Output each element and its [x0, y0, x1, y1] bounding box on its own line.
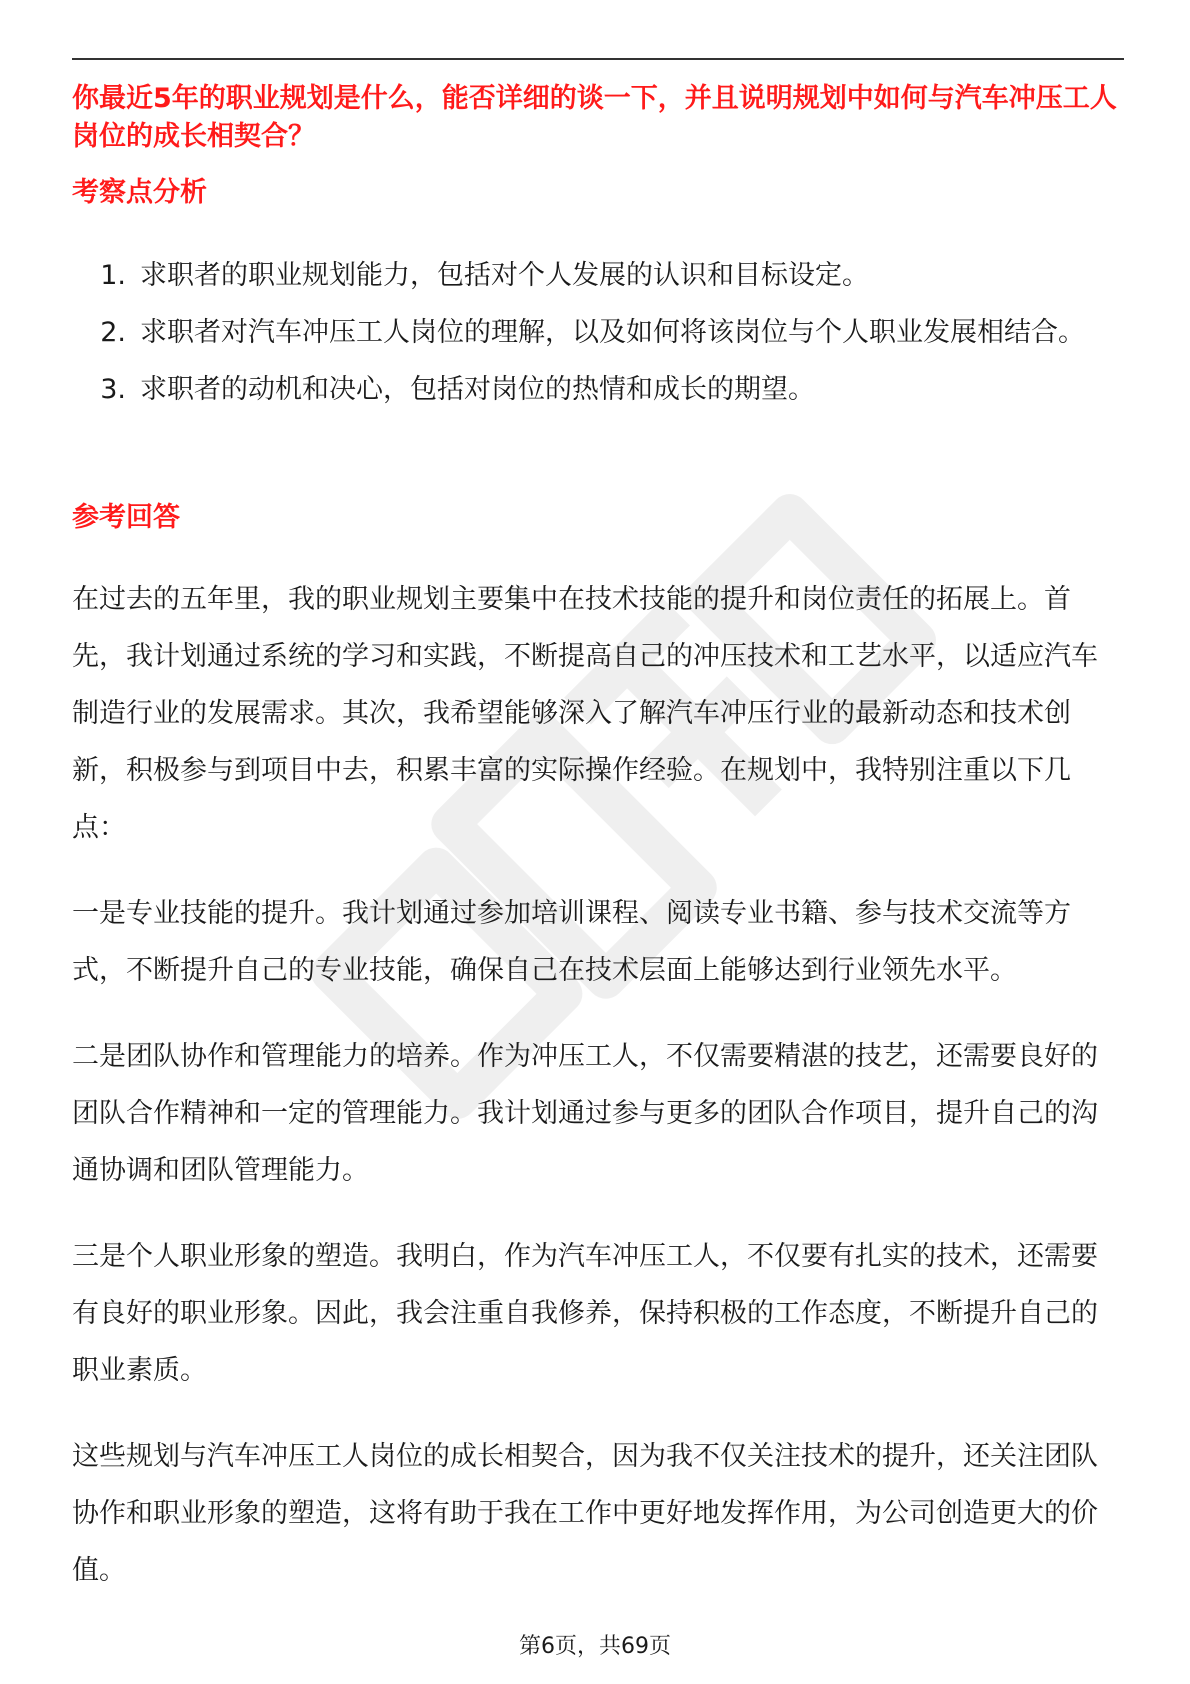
page-number: 第6页，共69页	[519, 1634, 671, 1659]
answer-paragraph: 这些规划与汽车冲压工人岗位的成长相契合，因为我不仅关注技术的提升，还关注团队协作和职业形象的塑造，这将有助于我在工作中更好地发挥作用，为公司创造更大的价值。	[72, 1441, 1098, 1586]
list-item	[72, 247, 1124, 304]
list-item-text: 求职者的职业规划能力，包括对个人发展的认识和目标设定。	[140, 260, 869, 291]
answer-paragraph: 三是个人职业形象的塑造。我明白，作为汽车冲压工人，不仅要有扎实的技术，还需要有良好的职业形象。因此，我会注重自我修养，保持积极的工作态度，不断提升自己的职业素质。	[72, 1241, 1098, 1386]
list-item-text: 求职者对汽车冲压工人岗位的理解，以及如何将该岗位与个人职业发展相结合。	[140, 317, 1085, 348]
top-divider	[72, 58, 1124, 60]
answer-paragraph: 在过去的五年里，我的职业规划主要集中在技术技能的提升和岗位责任的拓展上。首先，我计划通过系统的学习和实践，不断提高自己的冲压技术和工艺水平，以适应汽车制造行业的发展需求。其次，我希望能够深入了解汽车冲压行业的最新动态和技术创新，积极参与到项目中去，积累丰富的实际操作经验。在规划中，我特别注重以下几点：	[72, 584, 1098, 843]
list-item	[72, 304, 1124, 361]
answer-body	[72, 571, 1124, 1628]
list-item-text: 求职者的动机和决心，包括对岗位的热情和成长的期望。	[140, 374, 815, 405]
analysis-heading: 考察点分析	[72, 177, 207, 208]
answer-paragraph: 二是团队协作和管理能力的培养。作为冲压工人，不仅需要精湛的技艺，还需要良好的团队合作精神和一定的管理能力。我计划通过参与更多的团队合作项目，提升自己的沟通协调和团队管理能力。	[72, 1041, 1098, 1186]
answer-heading: 参考回答	[72, 502, 180, 533]
answer-paragraph: 一是专业技能的提升。我计划通过参加培训课程、阅读专业书籍、参与技术交流等方式，不断提升自己的专业技能，确保自己在技术层面上能够达到行业领先水平。	[72, 898, 1071, 986]
list-item	[72, 361, 1124, 418]
list-item-number: 2.	[100, 317, 126, 348]
interview-question: 你最近5年的职业规划是什么，能否详细的谈一下，并且说明规划中如何与汽车冲压工人岗位的成长相契合？	[72, 83, 1117, 152]
analysis-point-list	[72, 247, 1124, 418]
list-item-number: 3.	[100, 374, 126, 405]
list-item-number: 1.	[100, 260, 126, 291]
